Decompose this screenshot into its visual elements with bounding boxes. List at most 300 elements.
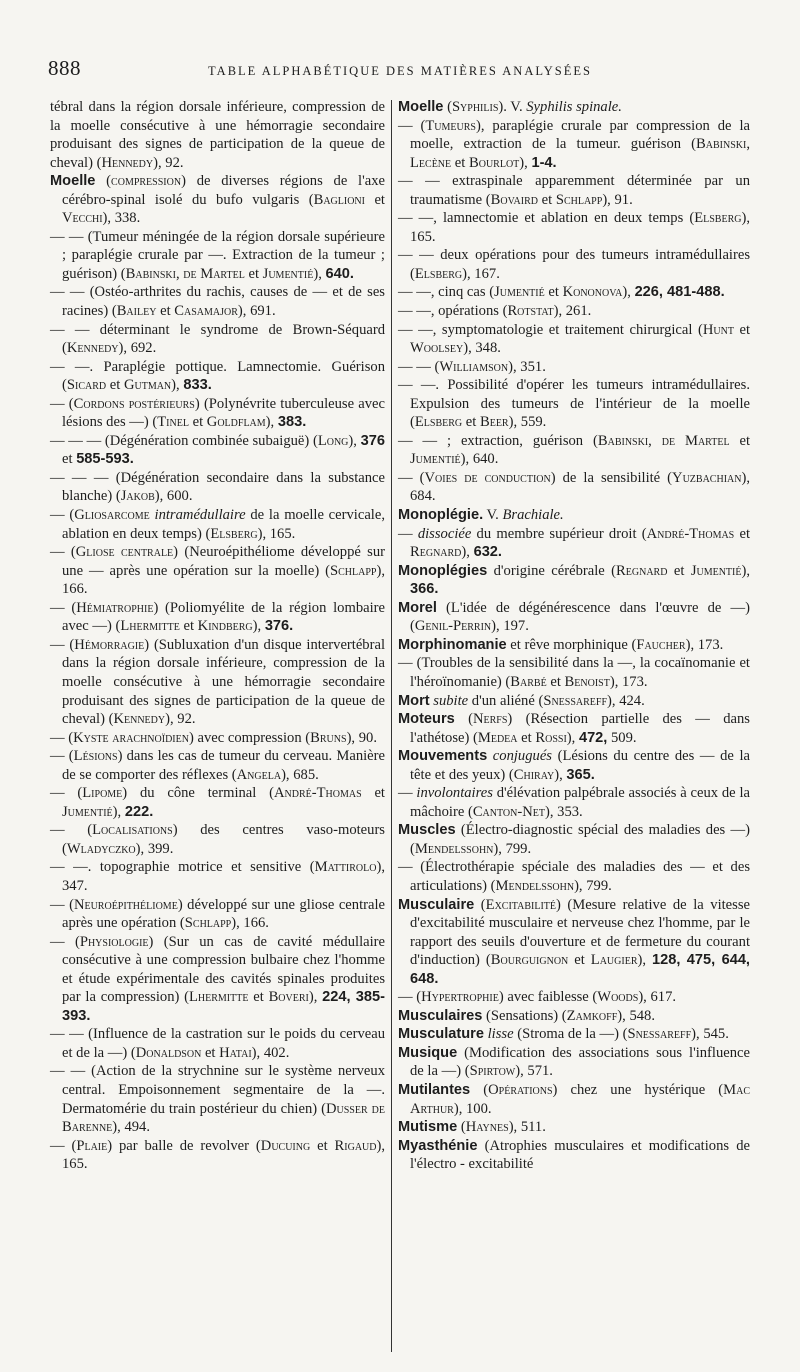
name: Bourlot	[468, 154, 520, 171]
entry-text: ), 600.	[154, 488, 193, 505]
name: Snessareff	[627, 1026, 692, 1043]
entry-text: — —, symptomatologie et traitement chirurgical (	[398, 321, 703, 338]
name: Opérations	[488, 1081, 553, 1098]
index-entry	[398, 358, 750, 377]
entry-text: et	[568, 952, 591, 969]
entry-text: — (Électrothérapie spéciale des maladies des — et des articulations) (	[398, 859, 750, 894]
index-entry	[50, 228, 385, 284]
entry-text: ),	[348, 432, 361, 449]
entry-text: — (	[398, 989, 422, 1006]
entry-text: ) (Sur un cas de cavité médullaire consécutive à une compression bulbaire chez l'homme et étude expérimentale des cavités spinales produites par la compression) (	[62, 933, 386, 1006]
name: Rigaud	[334, 1137, 377, 1154]
name: Genil-Perrin	[414, 618, 492, 635]
page-ref: 585-593.	[76, 451, 134, 468]
page-ref: 128, 475, 644, 648.	[410, 952, 750, 987]
entry-text: ), paraplégie crurale par compression de la moelle, extraction de la tumeur. guérison (	[410, 117, 750, 153]
entry-text: ), 617.	[638, 989, 677, 1006]
entry-text: — (	[50, 822, 93, 839]
page-ref: 383.	[277, 414, 307, 431]
name: Bourguignon	[490, 952, 569, 969]
entry-text: ) des centres vaso-moteurs (	[62, 822, 385, 857]
index-entry	[398, 988, 750, 1007]
page-ref: 376	[360, 432, 385, 449]
name: Tinel	[157, 414, 189, 431]
entry-text: — — (Influence de la castration sur le poids du cerveau et de la —) (	[50, 1026, 385, 1061]
entry-text: et	[361, 785, 385, 802]
name: Regnard	[410, 544, 462, 561]
name: Spirtow	[469, 1063, 516, 1080]
entry-text: — — déterminant le syndrome de Brown-Séquard (	[50, 321, 385, 357]
entry-text: ),	[554, 766, 567, 783]
entry-text: ),	[171, 377, 184, 394]
index-entry	[398, 172, 750, 209]
name: de Martel	[183, 265, 245, 282]
name: Excitabilité	[485, 896, 556, 913]
headword: Morel	[398, 599, 437, 616]
entry-text: ), 684.	[410, 469, 750, 505]
name: Schlapp	[330, 562, 377, 579]
entry-text: ) (Subluxation d'un disque intervertébral dans la région dorsale inférieure, compression de la moelle consécutive à une hémorragie secondaire produisant des signes de participation de la queue de cheval) (	[62, 636, 386, 728]
entry-text: et	[310, 1137, 335, 1154]
index-entry	[50, 395, 385, 432]
entry-text: (	[443, 99, 452, 115]
name: Goldflam	[206, 414, 266, 431]
name: Boveri	[268, 989, 309, 1006]
entry-text: et	[244, 265, 263, 282]
name: Jumentié	[690, 562, 742, 579]
index-entry	[50, 506, 385, 543]
name: Lhermitte	[189, 989, 249, 1006]
name: Woolsey	[410, 340, 464, 357]
name: Physiologie	[79, 933, 149, 950]
page-ref: 833.	[183, 377, 212, 394]
index-entry	[398, 98, 750, 117]
entry-text: ), 691.	[237, 303, 276, 320]
entry-text: — — — (Dégénération combinée subaiguë) (	[50, 432, 318, 449]
index-entry	[398, 599, 750, 636]
index-entry	[398, 1025, 750, 1044]
name: Elsberg	[414, 414, 463, 431]
entry-text: d'élévation palpébrale associés à ceux de la mâchoire (	[410, 785, 750, 820]
entry-text: — —. Paraplégie pottique. Lamnectomie. Guérison (	[50, 358, 385, 394]
index-entry	[398, 525, 750, 562]
italic-text: Syphilis spinale.	[526, 99, 622, 115]
entry-text: ,	[746, 136, 750, 153]
page-ref: 226, 481-488.	[634, 284, 725, 301]
entry-text: et	[538, 191, 556, 208]
name: Syphilis	[451, 99, 499, 115]
entry-text: — —, cinq cas (	[398, 284, 495, 301]
index-entry	[398, 1007, 750, 1026]
entry-text: ), 90.	[346, 729, 377, 746]
name: Gliose centrale	[75, 544, 174, 561]
entry-text: — (	[398, 117, 426, 134]
name: Mac Arthur	[410, 1081, 751, 1117]
index-entry	[398, 654, 750, 691]
entry-text: et	[733, 321, 750, 338]
name: Gliosarcome	[74, 507, 150, 524]
name: Faucher	[636, 636, 686, 653]
index-entry	[50, 432, 385, 469]
headword: Morphinomanie	[398, 636, 507, 653]
entry-text: ), 799.	[493, 840, 532, 857]
entry-text: ), 511.	[508, 1119, 546, 1136]
entry-text: ), 165.	[62, 1137, 385, 1173]
name: Schlapp	[184, 915, 232, 932]
headword: Mutilantes	[398, 1081, 471, 1098]
name: Rossi	[535, 729, 567, 746]
name: Kennedy	[113, 711, 166, 728]
index-entry	[50, 858, 385, 895]
entry-text: ),	[461, 544, 474, 561]
name: Laugier	[590, 952, 638, 969]
headword: Monoplégie.	[398, 507, 484, 524]
entry-text: ), 548.	[617, 1007, 655, 1024]
entry-text: et	[188, 414, 207, 431]
entry-text: ) (Mesure relative de la vitesse d'excitabilité musculaire et nerveuse chez l'homme, par le rapport des seuils d'ouverture et de fermeture du courant d'induction) (	[410, 896, 750, 969]
entry-text: ) de la sensibilité (	[550, 469, 673, 486]
index-entry	[398, 1044, 750, 1081]
name: Long	[317, 432, 349, 449]
index-column-left	[50, 98, 385, 1174]
index-entry	[398, 636, 750, 655]
entry-text: ),	[308, 989, 323, 1006]
entry-text: ), 338.	[102, 210, 141, 227]
name: Kennedy	[66, 340, 119, 357]
index-entry	[50, 821, 385, 858]
index-entry	[50, 543, 385, 599]
entry-text: ), 351.	[508, 358, 546, 375]
name: compression	[111, 173, 182, 190]
entry-text: — (	[50, 896, 74, 913]
entry-text: — —, lamnectomie et ablation en deux temps (	[398, 210, 695, 227]
entry-text: ), 173.	[609, 673, 648, 690]
name: Bruns	[310, 729, 347, 746]
italic-text: involontaires	[416, 785, 493, 802]
index-entry-continued	[50, 98, 385, 172]
entry-text: et	[201, 1044, 220, 1061]
index-entry	[398, 747, 750, 784]
name: Lecène	[410, 154, 452, 171]
name: Ducuing	[260, 1137, 311, 1154]
entry-text: et	[364, 191, 385, 208]
entry-text: et	[106, 377, 124, 394]
entry-text: (	[454, 711, 473, 728]
entry-text: V.	[483, 507, 503, 524]
page-ref: 1-4.	[531, 154, 557, 171]
entry-text: et	[729, 432, 750, 449]
name: Jumentié	[62, 803, 113, 820]
entry-text: — (	[50, 544, 76, 561]
index-entry	[398, 246, 750, 283]
name: Cordons postérieurs	[73, 395, 195, 412]
name: Voies de conduction	[424, 469, 551, 486]
name: Donaldson	[135, 1044, 202, 1061]
name: Jumentié	[494, 284, 545, 301]
name: Bovaird	[490, 191, 538, 208]
entry-text: — — (Action de la strychnine sur le système nerveux central. Empoisonnement segmentaire de la —. Dermatomérie du train postérieur du chien) (	[50, 1063, 385, 1117]
name: Gutman	[123, 377, 172, 394]
entry-text: et	[517, 729, 536, 746]
entry-text: ), 494.	[112, 1119, 150, 1136]
page-ref: 640.	[325, 265, 354, 282]
index-entry	[398, 302, 750, 321]
name: Nerfs	[472, 711, 508, 728]
entry-text: du membre supérieur droit (	[471, 525, 647, 542]
entry-text: ), 685.	[281, 766, 319, 783]
entry-text: (Modification des associations sous l'influence de la —) (	[410, 1044, 750, 1080]
name: Jumentié	[262, 265, 314, 282]
index-entry	[50, 599, 385, 636]
entry-text: ), 167.	[462, 265, 500, 282]
entry-text: d'un aliéné (	[468, 692, 544, 709]
page-ref: 472,	[578, 729, 608, 746]
index-entry	[398, 692, 750, 711]
entry-text: (Électro-diagnostic spécial des maladies des —) (	[410, 822, 750, 857]
entry-text: ), 91.	[602, 191, 633, 208]
index-entry	[398, 506, 750, 525]
name: Localisations	[92, 822, 173, 839]
name: Mendelssohn	[414, 840, 494, 857]
name: Kyste arachnoïdien	[73, 729, 189, 746]
entry-text: ) du cône terminal (	[122, 785, 274, 802]
name: de Martel	[661, 432, 730, 449]
column-divider	[391, 100, 392, 1352]
index-entry	[398, 896, 750, 989]
entry-text: tébral dans la région dorsale inférieure, compression de la moelle consécutive à une hémorragie secondaire produisant des signes de participation de la queue de cheval) (	[50, 99, 385, 171]
name: Jakob	[120, 488, 155, 505]
entry-text: ), 353.	[544, 803, 583, 820]
entry-text: ) (Polynévrite tuberculeuse avec lésions des —) (	[62, 395, 386, 431]
entry-text: (Sensations) (	[482, 1007, 567, 1024]
entry-text: ), 166.	[62, 562, 385, 598]
entry-text: ) chez une hystérique (	[552, 1081, 724, 1098]
italic-text: dissociée	[417, 525, 472, 542]
name: Mattirolo	[314, 859, 377, 876]
index-entry	[398, 283, 750, 302]
entry-text: et	[156, 303, 175, 320]
entry-text: ), 399.	[135, 840, 174, 857]
page-ref: 222.	[124, 803, 154, 820]
name: Neuroépithéliome	[73, 896, 178, 913]
name: Sicard	[66, 377, 107, 394]
index-entry	[50, 1137, 385, 1174]
headword: Myasthénie	[398, 1137, 478, 1154]
entry-text: ), 348.	[463, 340, 501, 357]
name: Williamson	[439, 358, 509, 375]
page-ref: 632.	[473, 544, 502, 561]
name: Hatai	[219, 1044, 252, 1061]
index-entry	[50, 321, 385, 358]
index-entry	[50, 172, 385, 228]
entry-text: ),	[637, 952, 652, 969]
entry-text: —	[398, 785, 417, 802]
name: Schlapp	[555, 191, 603, 208]
entry-text: — (	[50, 1137, 77, 1154]
headword: Moelle	[398, 99, 444, 115]
index-entry	[50, 896, 385, 933]
name: Yuzbachian	[672, 469, 742, 486]
entry-text: et	[546, 673, 565, 690]
name: Baglioni	[313, 191, 365, 208]
entry-text: — (	[50, 599, 77, 616]
name: Hunt	[702, 321, 734, 338]
entry-text: ),	[252, 618, 265, 635]
entry-text: — (	[50, 507, 75, 524]
entry-text: — (	[50, 933, 80, 950]
name: Rotstat	[507, 303, 554, 320]
entry-text: ) de diverses régions de l'axe cérébro-spinal isolé du bufo vulgaris (	[62, 173, 385, 208]
name: Zamkoff	[566, 1007, 618, 1024]
index-entry	[398, 469, 750, 506]
name: Hémiatrophie	[76, 599, 154, 616]
entry-text: — (	[50, 748, 74, 765]
index-entry	[398, 432, 750, 469]
entry-text: ),	[519, 154, 532, 171]
entry-text: ) avec faiblesse (	[498, 989, 598, 1006]
page-ref: 365.	[566, 766, 595, 783]
index-entry	[50, 729, 385, 748]
entry-text: ), 100.	[453, 1100, 492, 1117]
entry-text: ),	[741, 562, 750, 579]
name: André-Thomas	[646, 525, 735, 542]
page-number: 888	[48, 56, 81, 80]
entry-text: ), 692.	[118, 340, 157, 357]
name: Plaie	[76, 1137, 108, 1154]
entry-text: ), 571.	[515, 1063, 553, 1080]
name: Hémorragie	[74, 636, 145, 653]
entry-text: ), 347.	[62, 859, 385, 894]
name: Lésions	[73, 748, 118, 765]
entry-text: (	[474, 896, 486, 913]
name: Jumentié	[410, 451, 461, 468]
headword: Monoplégies	[398, 562, 488, 579]
name: Angela	[236, 766, 282, 783]
entry-text: — (	[50, 785, 83, 802]
entry-text: ) avec compression (	[188, 729, 311, 746]
headword: Mutisme	[398, 1119, 458, 1136]
index-entry	[398, 821, 750, 858]
index-entry	[398, 1137, 750, 1174]
name: Hypertrophie	[421, 989, 499, 1006]
name: Wladyczko	[66, 840, 136, 857]
headword: Moteurs	[398, 711, 455, 728]
headword: Musculature	[398, 1026, 484, 1043]
entry-text: — —. Possibilité d'opérer les tumeurs intramédullaires. Expulsion des tumeurs de l'intérieur de la moelle (	[398, 377, 750, 431]
entry-text: et	[179, 618, 198, 635]
index-entry	[398, 562, 750, 599]
entry-text: ), 799.	[574, 877, 612, 894]
entry-text: — — (	[398, 358, 440, 375]
entry-text: ), 165.	[257, 525, 296, 542]
entry-text: d'origine cérébrale (	[487, 562, 617, 579]
entry-text: ) développé sur une gliose centrale après une opération (	[62, 896, 385, 932]
name: Snessareff	[543, 692, 608, 709]
headword: Muscles	[398, 822, 456, 839]
entry-text: — (	[398, 469, 425, 486]
entry-text: — — extraspinale apparemment déterminée par un traumatisme (	[398, 173, 750, 208]
name: Kononova	[562, 284, 623, 301]
index-entry	[50, 1062, 385, 1136]
name: Elsberg	[414, 265, 463, 282]
italic-text: lisse	[487, 1026, 514, 1043]
headword: Musculaire	[398, 896, 475, 913]
entry-text: — — ; extraction, guérison (	[398, 432, 598, 449]
entry-text: — (Troubles de la sensibilité dans la —, la cocaïnomanie et l'héroïnomanie) (	[398, 655, 750, 690]
entry-text: ), 166.	[231, 915, 269, 932]
page-ref: 376.	[264, 618, 294, 635]
entry-text: — — deux opérations pour des tumeurs intramédullaires (	[398, 247, 750, 282]
index-entry	[50, 784, 385, 821]
entry-text: ),	[265, 414, 278, 431]
entry-text: ). V.	[498, 99, 527, 115]
name: Beer	[479, 414, 509, 431]
entry-text: ) (Neuroépithéliome développé sur une — après une opération sur la moelle) (	[62, 544, 385, 579]
index-entry	[50, 636, 385, 729]
name: Mendelssohn	[495, 877, 575, 894]
index-entry	[398, 1081, 750, 1118]
entry-text: — (	[50, 729, 74, 746]
entry-text: ), 559.	[508, 414, 547, 431]
entry-text: ), 402.	[251, 1044, 290, 1061]
entry-text: et	[544, 284, 563, 301]
index-entry	[398, 376, 750, 432]
entry-text: et	[667, 562, 691, 579]
entry-text: (Stroma de la —) (	[513, 1026, 628, 1043]
name: Lipome	[82, 785, 123, 802]
entry-text: de la moelle cervicale, ablation en deux temps) (	[62, 507, 385, 542]
entry-text: et	[62, 451, 77, 468]
index-entry	[50, 933, 385, 1026]
index-entry	[50, 1025, 385, 1062]
entry-text: ), 92.	[153, 154, 184, 171]
name: Babinski	[696, 136, 747, 153]
headword: Mouvements	[398, 748, 488, 765]
index-entry	[398, 117, 750, 173]
name: Woods	[597, 989, 639, 1006]
index-entry	[50, 747, 385, 784]
entry-text: — — — (Dégénération secondaire dans la substance blanche) (	[50, 469, 385, 505]
index-entry	[398, 209, 750, 246]
entry-text: ), 165.	[410, 210, 750, 245]
index-entry	[50, 469, 385, 506]
entry-text: (Lésions du centre des — de la tête et des yeux) (	[410, 748, 750, 783]
entry-text: et	[248, 989, 269, 1006]
name: Benoist	[564, 673, 610, 690]
index-entry	[50, 358, 385, 395]
italic-text: conjugués	[492, 748, 552, 765]
entry-text: — — (Ostéo-arthrites du rachis, causes de — et de ses racines) (	[50, 284, 385, 320]
entry-text: ) (Poliomyélite de la région lombaire avec —) (	[62, 599, 385, 635]
headword: Musculaires	[398, 1007, 483, 1024]
index-entry	[398, 858, 750, 895]
page-ref: 366.	[410, 581, 439, 598]
entry-text: ),	[112, 803, 125, 820]
italic-text: Brachiale.	[502, 507, 564, 524]
name: Casamajor	[174, 303, 238, 320]
italic-text: intramédullaire	[154, 507, 246, 524]
entry-text: ), 640.	[460, 451, 499, 468]
name: Elsberg	[210, 525, 258, 542]
name: Dusser de Barenne	[62, 1100, 385, 1136]
page-ref: 224, 385-393.	[62, 989, 385, 1024]
entry-text: ,	[175, 265, 184, 282]
index-entry	[398, 321, 750, 358]
entry-text: ), 424.	[607, 692, 645, 709]
name: Kindberg	[197, 618, 253, 635]
entry-text: — —, opérations (	[398, 303, 508, 320]
entry-text: —	[398, 525, 418, 542]
